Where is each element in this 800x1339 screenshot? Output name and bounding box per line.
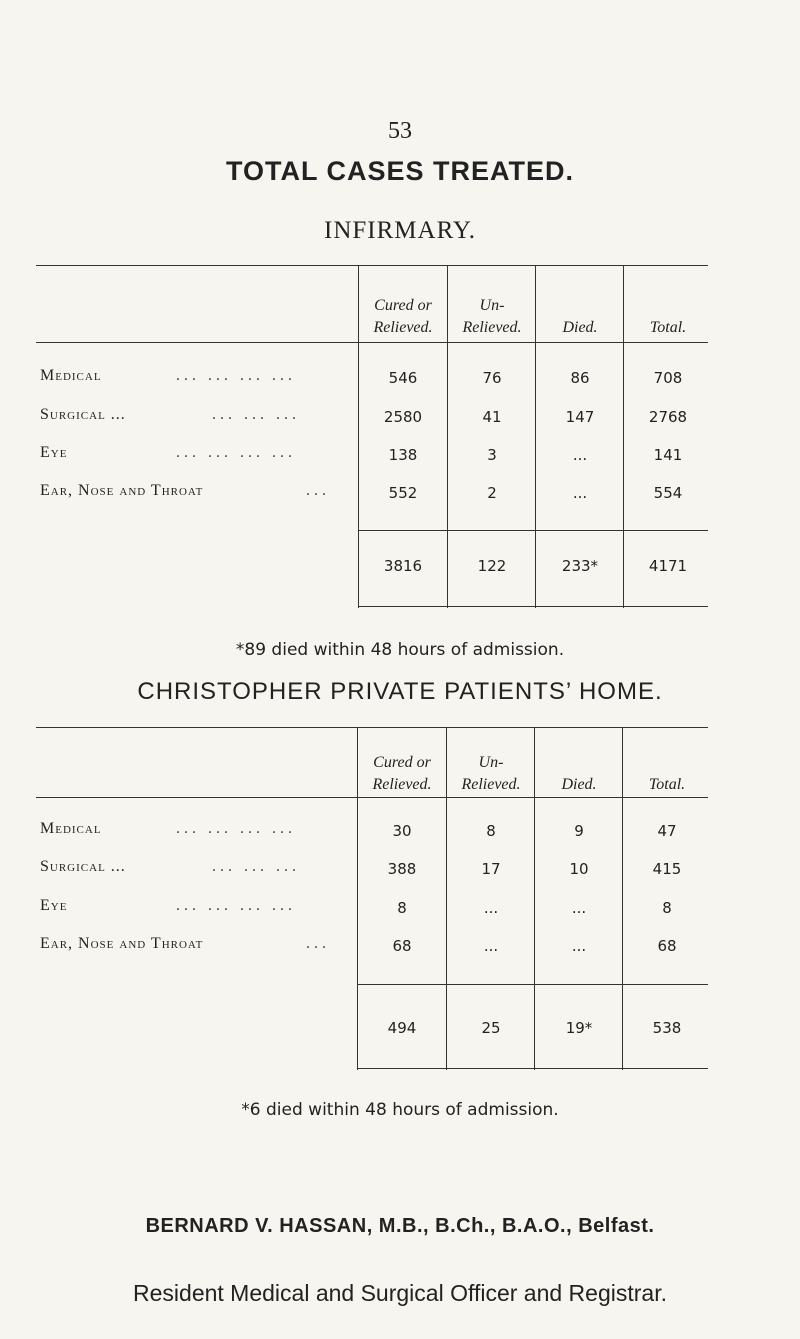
totals-bottom-rule	[358, 606, 708, 607]
cell-cured: 138	[388, 446, 418, 464]
cell-cured: 552	[388, 484, 418, 502]
leader-dots: ...	[306, 482, 330, 499]
table-top-rule	[36, 265, 708, 266]
cell-cured: 2580	[383, 408, 423, 426]
total-died: 233*	[561, 557, 599, 575]
cell-unrelieved: ...	[483, 937, 499, 955]
cell-total: 47	[657, 822, 677, 840]
cell-total: 68	[657, 937, 677, 955]
cell-cured: 68	[392, 937, 412, 955]
row-label: Ear, Nose and Throat	[40, 935, 204, 952]
cell-total: 8	[662, 899, 672, 917]
column-divider	[358, 265, 359, 608]
total-unrelieved: 25	[481, 1019, 501, 1037]
grand-total: 4171	[648, 557, 688, 575]
cell-cured: 388	[387, 860, 417, 878]
leader-dots: ... ... ...	[212, 858, 300, 875]
cell-total: 554	[653, 484, 683, 502]
column-header-died: Died.	[561, 776, 597, 793]
total-unrelieved: 122	[477, 557, 507, 575]
column-divider	[534, 727, 535, 1070]
column-header-cured: Cured or Relieved.	[372, 754, 432, 793]
page-number: 53	[388, 118, 412, 144]
totals-top-rule	[358, 530, 708, 531]
cell-cured: 30	[392, 822, 412, 840]
column-header-total: Total.	[648, 776, 686, 793]
cell-total: 141	[653, 446, 683, 464]
row-label: Ear, Nose and Throat	[40, 482, 204, 499]
totals-bottom-rule	[357, 1068, 708, 1069]
column-header-total: Total.	[649, 319, 687, 336]
cell-unrelieved: 3	[487, 446, 497, 464]
leader-dots: ...	[306, 935, 330, 952]
column-header-died: Died.	[562, 319, 598, 336]
table-header-rule	[36, 342, 708, 343]
leader-dots: ... ... ...	[212, 406, 300, 423]
leader-dots: ... ... ... ...	[176, 367, 296, 384]
column-divider	[357, 727, 358, 1070]
leader-dots: ... ... ... ...	[176, 897, 296, 914]
column-divider	[447, 265, 448, 608]
cell-unrelieved: ...	[483, 899, 499, 917]
row-label: Medical	[40, 820, 102, 837]
table-header-rule	[36, 797, 708, 798]
column-header-unrelieved: Un- Relieved.	[461, 754, 521, 793]
cell-died: ...	[572, 446, 588, 464]
row-label: Surgical ...	[40, 406, 126, 423]
cell-died: 86	[570, 369, 590, 387]
signature-name: BERNARD V. HASSAN, M.B., B.Ch., B.A.O., Belfast.	[145, 1215, 655, 1237]
column-divider	[446, 727, 447, 1070]
cell-unrelieved: 8	[486, 822, 496, 840]
total-died: 19*	[565, 1019, 593, 1037]
grand-total: 538	[652, 1019, 682, 1037]
cell-cured: 546	[388, 369, 418, 387]
cell-cured: 8	[397, 899, 407, 917]
table-top-rule	[36, 727, 708, 728]
column-divider	[623, 265, 624, 608]
leader-dots: ... ... ... ...	[176, 444, 296, 461]
cell-died: ...	[571, 937, 587, 955]
cell-died: ...	[571, 899, 587, 917]
total-cured: 3816	[383, 557, 423, 575]
cell-total: 2768	[648, 408, 688, 426]
cell-total: 708	[653, 369, 683, 387]
page-title: TOTAL CASES TREATED.	[225, 156, 575, 186]
column-divider	[535, 265, 536, 608]
row-label: Surgical ...	[40, 858, 126, 875]
column-divider	[622, 727, 623, 1070]
total-cured: 494	[387, 1019, 417, 1037]
infirmary-heading: INFIRMARY.	[324, 217, 476, 244]
cell-died: 9	[574, 822, 584, 840]
cell-unrelieved: 2	[487, 484, 497, 502]
row-label: Eye	[40, 897, 68, 914]
infirmary-footnote: *89 died within 48 hours of admission.	[235, 640, 565, 660]
cell-died: 10	[569, 860, 589, 878]
christopher-footnote: *6 died within 48 hours of admission.	[241, 1100, 559, 1120]
cell-died: 147	[565, 408, 595, 426]
cell-unrelieved: 17	[481, 860, 501, 878]
cell-died: ...	[572, 484, 588, 502]
column-header-cured: Cured or Relieved.	[373, 297, 433, 336]
signature-role: Resident Medical and Surgical Officer and Registrar.	[133, 1280, 667, 1306]
row-label: Medical	[40, 367, 102, 384]
column-header-unrelieved: Un- Relieved.	[462, 297, 522, 336]
cell-total: 415	[652, 860, 682, 878]
cell-unrelieved: 41	[482, 408, 502, 426]
christopher-heading: CHRISTOPHER PRIVATE PATIENTS’ HOME.	[137, 678, 663, 705]
leader-dots: ... ... ... ...	[176, 820, 296, 837]
cell-unrelieved: 76	[482, 369, 502, 387]
row-label: Eye	[40, 444, 68, 461]
totals-top-rule	[357, 984, 708, 985]
